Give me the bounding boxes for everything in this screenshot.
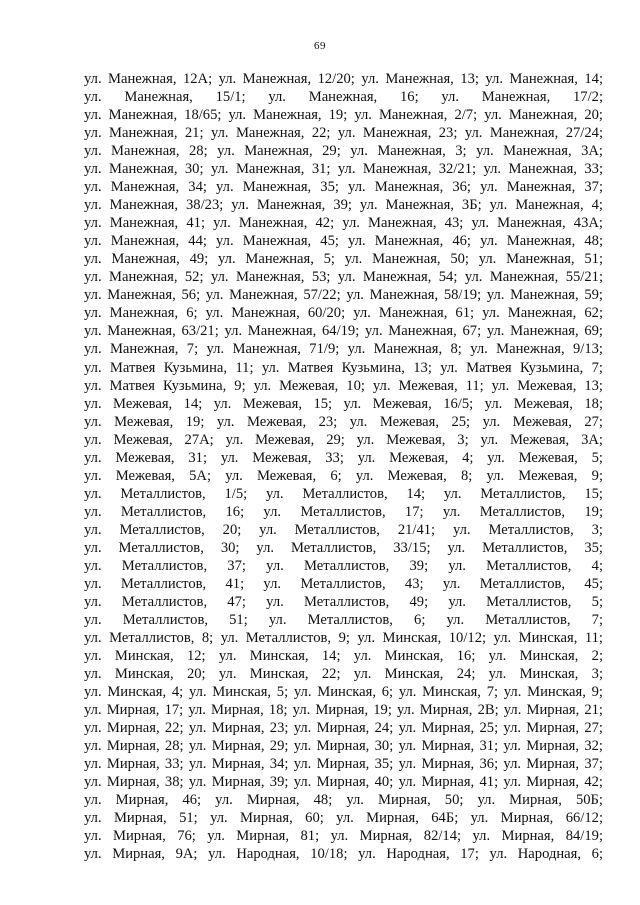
- text-line: ул. Мирная, 51; ул. Мирная, 60; ул. Мирная, 64Б; ул. Мирная, 66/12;: [84, 810, 603, 827]
- text-line: ул. Матвея Кузьмина, 11; ул. Матвея Кузьмина, 13; ул. Матвея Кузьмина, 7;: [84, 359, 603, 376]
- text-line: ул. Межевая, 31; ул. Межевая, 33; ул. Межевая, 4; ул. Межевая, 5;: [84, 449, 603, 466]
- text-line: ул. Матвея Кузьмина, 9; ул. Межевая, 10; ул. Межевая, 11; ул. Межевая, 13;: [84, 377, 603, 394]
- text-line: ул. Металлистов, 16; ул. Металлистов, 17; ул. Металлистов, 19;: [84, 503, 603, 520]
- text-line: ул. Манежная, 63/21; ул. Манежная, 64/19; ул. Манежная, 67; ул. Манежная, 69;: [84, 323, 603, 340]
- text-line: ул. Мирная, 76; ул. Мирная, 81; ул. Мирная, 82/14; ул. Мирная, 84/19;: [84, 828, 603, 845]
- text-line: ул. Металлистов, 47; ул. Металлистов, 49; ул. Металлистов, 5;: [84, 593, 603, 610]
- text-line: ул. Манежная, 41; ул. Манежная, 42; ул. Манежная, 43; ул. Манежная, 43А;: [84, 215, 603, 232]
- text-line: ул. Минская, 20; ул. Минская, 22; ул. Минская, 24; ул. Минская, 3;: [84, 666, 603, 683]
- text-line: ул. Манежная, 7; ул. Манежная, 71/9; ул. Манежная, 8; ул. Манежная, 9/13;: [84, 341, 603, 358]
- text-line: ул. Манежная, 56; ул. Манежная, 57/22; ул. Манежная, 58/19; ул. Манежная, 59;: [84, 287, 603, 304]
- text-line: ул. Мирная, 9А; ул. Народная, 10/18; ул. Народная, 17; ул. Народная, 6;: [84, 846, 603, 863]
- text-line: ул. Манежная, 21; ул. Манежная, 22; ул. Манежная, 23; ул. Манежная, 27/24;: [84, 125, 603, 142]
- text-line: ул. Манежная, 6; ул. Манежная, 60/20; ул. Манежная, 61; ул. Манежная, 62;: [84, 305, 603, 322]
- text-line: ул. Межевая, 27А; ул. Межевая, 29; ул. Межевая, 3; ул. Межевая, 3А;: [84, 431, 603, 448]
- text-line: ул. Манежная, 49; ул. Манежная, 5; ул. Манежная, 50; ул. Манежная, 51;: [84, 251, 603, 268]
- text-line: ул. Металлистов, 1/5; ул. Металлистов, 14; ул. Металлистов, 15;: [84, 485, 603, 502]
- text-line: ул. Металлистов, 51; ул. Металлистов, 6; ул. Металлистов, 7;: [84, 611, 603, 628]
- text-line: ул. Манежная, 12А; ул. Манежная, 12/20; ул. Манежная, 13; ул. Манежная, 14;: [84, 71, 603, 87]
- text-line: ул. Металлистов, 41; ул. Металлистов, 43; ул. Металлистов, 45;: [84, 575, 603, 592]
- text-line: ул. Манежная, 15/1; ул. Манежная, 16; ул. Манежная, 17/2;: [84, 89, 603, 106]
- text-line: ул. Металлистов, 20; ул. Металлистов, 21/41; ул. Металлистов, 3;: [84, 521, 603, 538]
- text-line: ул. Мирная, 38; ул. Мирная, 39; ул. Мирная, 40; ул. Мирная, 41; ул. Мирная, 42;: [84, 774, 603, 791]
- text-line: ул. Мирная, 22; ул. Мирная, 23; ул. Мирная, 24; ул. Мирная, 25; ул. Мирная, 27;: [84, 720, 603, 737]
- text-line: ул. Мирная, 17; ул. Мирная, 18; ул. Мирная, 19; ул. Мирная, 2В; ул. Мирная, 21;: [84, 702, 603, 719]
- text-line: ул. Мирная, 46; ул. Мирная, 48; ул. Мирная, 50; ул. Мирная, 50Б;: [84, 792, 603, 809]
- text-line: ул. Межевая, 14; ул. Межевая, 15; ул. Межевая, 16/5; ул. Межевая, 18;: [84, 395, 603, 412]
- text-line: ул. Манежная, 28; ул. Манежная, 29; ул. Манежная, 3; ул. Манежная, 3А;: [84, 143, 603, 160]
- text-line: ул. Манежная, 30; ул. Манежная, 31; ул. Манежная, 32/21; ул. Манежная, 33;: [84, 161, 603, 178]
- text-line: ул. Металлистов, 8; ул. Металлистов, 9; ул. Минская, 10/12; ул. Минская, 11;: [84, 629, 603, 646]
- text-line: ул. Манежная, 52; ул. Манежная, 53; ул. Манежная, 54; ул. Манежная, 55/21;: [84, 269, 603, 286]
- text-line: ул. Минская, 12; ул. Минская, 14; ул. Минская, 16; ул. Минская, 2;: [84, 648, 603, 664]
- text-line: ул. Металлистов, 37; ул. Металлистов, 39; ул. Металлистов, 4;: [84, 557, 603, 574]
- text-line: ул. Манежная, 38/23; ул. Манежная, 39; ул. Манежная, 3Б; ул. Манежная, 4;: [84, 197, 603, 214]
- text-line: ул. Манежная, 34; ул. Манежная, 35; ул. Манежная, 36; ул. Манежная, 37;: [84, 179, 603, 196]
- text-line: ул. Мирная, 33; ул. Мирная, 34; ул. Мирная, 35; ул. Мирная, 36; ул. Мирная, 37;: [84, 756, 603, 773]
- text-line: ул. Межевая, 19; ул. Межевая, 23; ул. Межевая, 25; ул. Межевая, 27;: [84, 413, 603, 430]
- text-line: ул. Манежная, 18/65; ул. Манежная, 19; ул. Манежная, 2/7; ул. Манежная, 20;: [84, 107, 603, 124]
- text-line: ул. Металлистов, 30; ул. Металлистов, 33/15; ул. Металлистов, 35;: [84, 539, 603, 556]
- text-line: ул. Межевая, 5А; ул. Межевая, 6; ул. Межевая, 8; ул. Межевая, 9;: [84, 467, 603, 484]
- text-line: ул. Минская, 4; ул. Минская, 5; ул. Минская, 6; ул. Минская, 7; ул. Минская, 9;: [84, 684, 603, 701]
- text-line: ул. Манежная, 44; ул. Манежная, 45; ул. Манежная, 46; ул. Манежная, 48;: [84, 233, 603, 250]
- address-list-text: [84, 70, 603, 863]
- page-number: 69: [314, 40, 326, 52]
- text-line: ул. Мирная, 28; ул. Мирная, 29; ул. Мирная, 30; ул. Мирная, 31; ул. Мирная, 32;: [84, 738, 603, 755]
